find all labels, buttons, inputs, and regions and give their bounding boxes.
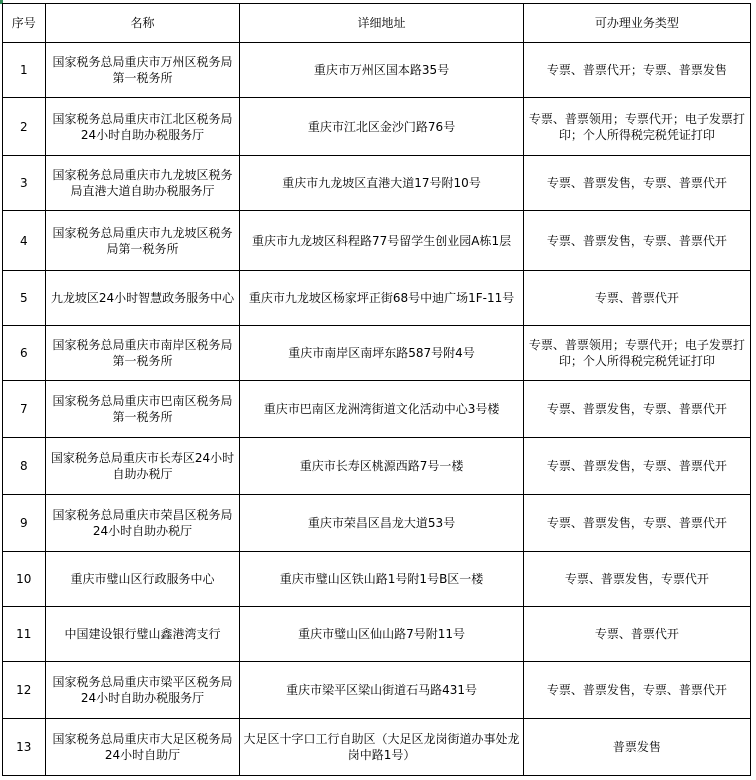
row-address: 重庆市九龙坡区科程路77号留学生创业园A栋1层 xyxy=(240,211,523,271)
table-row xyxy=(3,211,751,271)
table-row xyxy=(3,98,751,156)
header-name: 名称 xyxy=(45,4,240,43)
row-address: 重庆市江北区金沙门路76号 xyxy=(240,98,523,156)
row-address: 重庆市九龙坡区杨家坪正街68号中迪广场1F-11号 xyxy=(240,271,523,326)
row-services: 专票、普票代开 xyxy=(523,607,750,662)
row-address: 重庆市巴南区龙洲湾街道文化活动中心3号楼 xyxy=(240,381,523,438)
row-services: 专票、普票代开 xyxy=(523,271,750,326)
table-row xyxy=(3,438,751,495)
row-address: 重庆市长寿区桃源西路7号一楼 xyxy=(240,438,523,495)
row-no: 6 xyxy=(3,326,46,381)
row-address: 重庆市璧山区仙山路7号附11号 xyxy=(240,607,523,662)
row-no: 1 xyxy=(3,43,46,98)
tax-office-table xyxy=(2,3,751,776)
row-name: 国家税务总局重庆市梁平区税务局24小时自助办税服务厅 xyxy=(45,662,240,719)
row-address: 重庆市璧山区铁山路1号附1号B区一楼 xyxy=(240,552,523,607)
table-row xyxy=(3,495,751,552)
row-services: 专票、普票领用；专票代开；电子发票打印；个人所得税完税凭证打印 xyxy=(523,98,750,156)
row-no: 12 xyxy=(3,662,46,719)
row-name: 国家税务总局重庆市九龙坡区税务局直港大道自助办税服务厅 xyxy=(45,156,240,211)
row-name: 中国建设银行璧山鑫港湾支行 xyxy=(45,607,240,662)
row-no: 9 xyxy=(3,495,46,552)
table-row xyxy=(3,662,751,719)
row-services: 专票、普票代开；专票、普票发售 xyxy=(523,43,750,98)
row-name: 国家税务总局重庆市万州区税务局第一税务所 xyxy=(45,43,240,98)
row-address: 重庆市万州区国本路35号 xyxy=(240,43,523,98)
row-no: 8 xyxy=(3,438,46,495)
table-row xyxy=(3,271,751,326)
row-services: 专票、普票发售，专票、普票代开 xyxy=(523,381,750,438)
row-services: 专票、普票发售，专票代开 xyxy=(523,552,750,607)
row-services: 专票、普票发售，专票、普票代开 xyxy=(523,156,750,211)
row-name: 国家税务总局重庆市大足区税务局24小时自助厅 xyxy=(45,719,240,776)
row-no: 2 xyxy=(3,98,46,156)
row-name: 国家税务总局重庆市南岸区税务局第一税务所 xyxy=(45,326,240,381)
table-row xyxy=(3,326,751,381)
row-services: 专票、普票发售，专票、普票代开 xyxy=(523,662,750,719)
row-name: 九龙坡区24小时智慧政务服务中心 xyxy=(45,271,240,326)
row-no: 11 xyxy=(3,607,46,662)
row-name: 重庆市璧山区行政服务中心 xyxy=(45,552,240,607)
row-services: 普票发售 xyxy=(523,719,750,776)
row-address: 重庆市九龙坡区直港大道17号附10号 xyxy=(240,156,523,211)
row-address: 重庆市南岸区南坪东路587号附4号 xyxy=(240,326,523,381)
row-no: 5 xyxy=(3,271,46,326)
row-name: 国家税务总局重庆市九龙坡区税务局第一税务所 xyxy=(45,211,240,271)
table-row xyxy=(3,607,751,662)
row-name: 国家税务总局重庆市江北区税务局24小时自助办税服务厅 xyxy=(45,98,240,156)
row-services: 专票、普票发售，专票、普票代开 xyxy=(523,495,750,552)
header-services: 可办理业务类型 xyxy=(523,4,750,43)
row-address: 重庆市荣昌区昌龙大道53号 xyxy=(240,495,523,552)
row-no: 13 xyxy=(3,719,46,776)
table-row xyxy=(3,156,751,211)
row-services: 专票、普票发售，专票、普票代开 xyxy=(523,438,750,495)
table-row xyxy=(3,719,751,776)
row-no: 10 xyxy=(3,552,46,607)
row-name: 国家税务总局重庆市荣昌区税务局24小时自助办税厅 xyxy=(45,495,240,552)
row-name: 国家税务总局重庆市长寿区24小时自助办税厅 xyxy=(45,438,240,495)
row-services: 专票、普票发售，专票、普票代开 xyxy=(523,211,750,271)
row-address: 大足区十字口工行自助区（大足区龙岗街道办事处龙岗中路1号） xyxy=(240,719,523,776)
row-no: 3 xyxy=(3,156,46,211)
table-row xyxy=(3,552,751,607)
table-row xyxy=(3,381,751,438)
row-services: 专票、普票领用；专票代开；电子发票打印；个人所得税完税凭证打印 xyxy=(523,326,750,381)
header-no: 序号 xyxy=(3,4,46,43)
row-address: 重庆市梁平区梁山街道石马路431号 xyxy=(240,662,523,719)
row-no: 7 xyxy=(3,381,46,438)
table-row xyxy=(3,43,751,98)
row-no: 4 xyxy=(3,211,46,271)
header-address: 详细地址 xyxy=(240,4,523,43)
table-header-row xyxy=(3,4,751,43)
row-name: 国家税务总局重庆市巴南区税务局第一税务所 xyxy=(45,381,240,438)
